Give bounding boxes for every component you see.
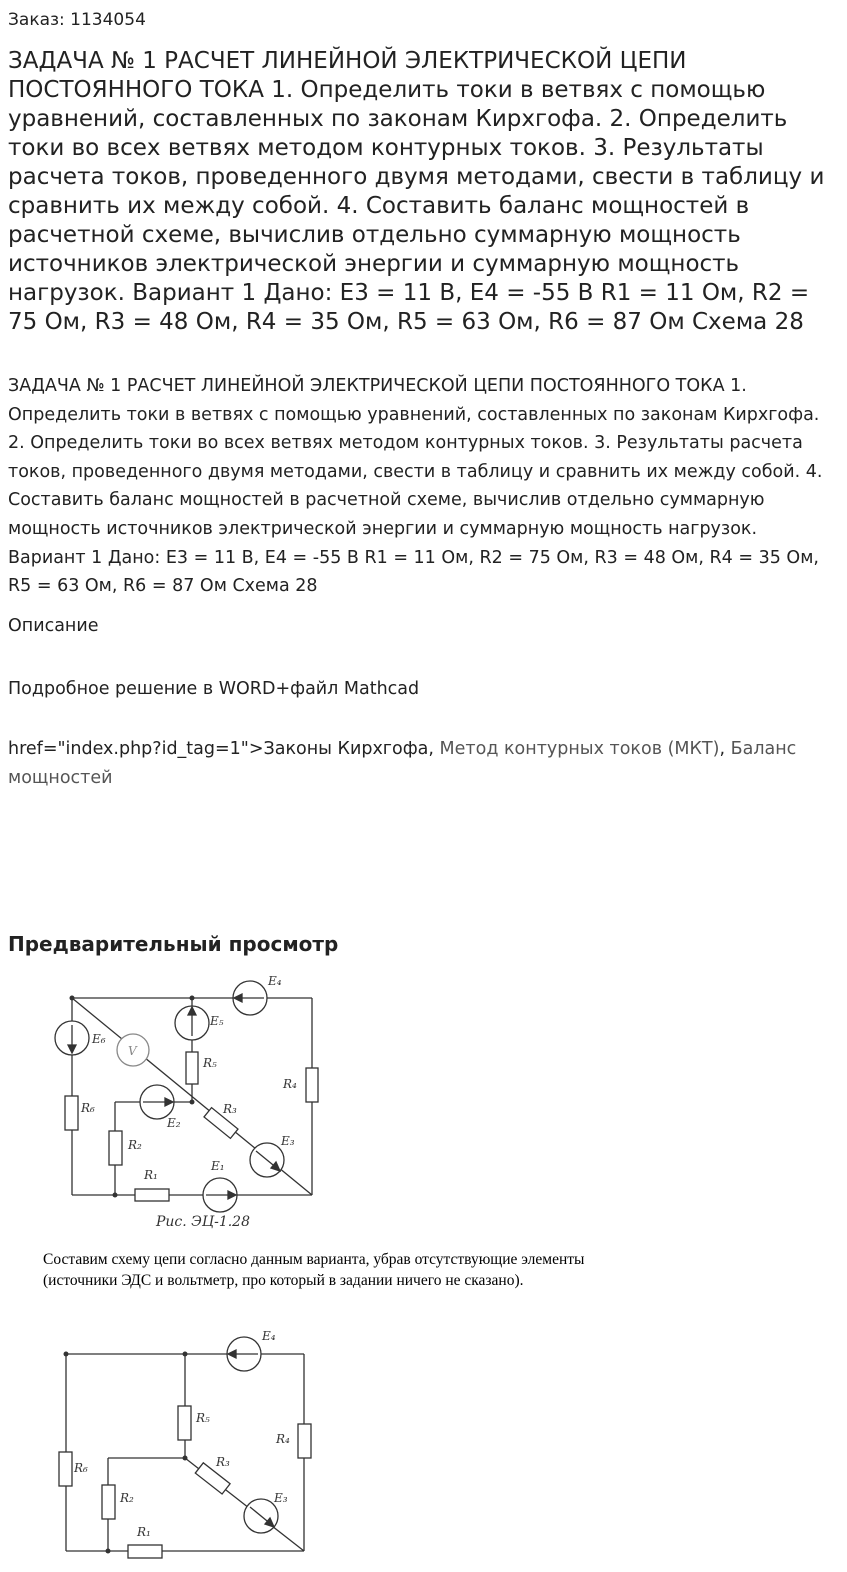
description-heading: Описание <box>8 616 99 636</box>
r6-label: R₆ <box>81 1101 95 1115</box>
circuit-diagram-original <box>40 965 340 1215</box>
figure-caption: Рис. ЭЦ-1.28 <box>156 1214 251 1230</box>
solution-note: Составим схему цепи согласно данным варианта, убрав отсутствующие элементы (источники ЭДС и вольтметр, про который в задании ничего не сказано). <box>43 1251 585 1289</box>
voltmeter-label: V <box>128 1044 137 1058</box>
e5-label: E₅ <box>210 1014 224 1028</box>
e3-label: E₃ <box>274 1491 288 1505</box>
r2-resistor <box>109 1131 122 1165</box>
r5-resistor <box>186 1052 198 1084</box>
tag-kirchhoff-link[interactable]: href="index.php?id_tag=1">Законы Кирхгофа <box>8 739 429 759</box>
r6-resistor <box>65 1096 78 1130</box>
circuit-diagram-simplified <box>40 1318 340 1572</box>
solution-format-text: Подробное решение в WORD+файл Mathcad <box>8 679 420 699</box>
r6-label: R₆ <box>74 1461 88 1475</box>
r4-resistor <box>306 1068 318 1102</box>
r5-label: R₅ <box>203 1056 217 1070</box>
r1-resistor <box>135 1189 169 1201</box>
e6-label: E₆ <box>92 1032 106 1046</box>
r4-label: R₄ <box>276 1432 290 1446</box>
e1-label: E₁ <box>211 1159 225 1173</box>
r4-resistor <box>298 1424 311 1458</box>
tag-list <box>8 735 840 792</box>
r2-resistor <box>102 1485 115 1519</box>
tag-separator: , <box>428 739 440 759</box>
r3-label: R₃ <box>223 1102 237 1116</box>
r1-label: R₁ <box>144 1168 158 1182</box>
r2-label: R₂ <box>128 1138 142 1152</box>
e2-label: E₂ <box>167 1116 181 1130</box>
r1-resistor <box>128 1545 162 1558</box>
r5-label: R₅ <box>196 1411 210 1425</box>
r2-label: R₂ <box>120 1491 134 1505</box>
r1-label: R₁ <box>137 1525 151 1539</box>
r4-label: R₄ <box>283 1077 297 1091</box>
r5-resistor <box>178 1406 191 1440</box>
tag-separator: , <box>719 739 731 759</box>
task-description: ЗАДАЧА № 1 РАСЧЕТ ЛИНЕЙНОЙ ЭЛЕКТРИЧЕСКОЙ ЦЕПИ ПОСТОЯННОГО ТОКА 1. Определить токи в ветвях с помощью уравнений, составленных по законам Кирхгофа. 2. Определить токи во всех ветвях методом контурных токов. 3. Результаты расчета токов, проведенного двумя методами, свести в таблицу и сравнить их между собой. 4. Составить баланс мощностей в расчетной схеме, вычислив отдельно суммарную мощность источников электрической энергии и суммарную мощность нагрузок. Вариант 1 Дано: E3 = 11 В, E4 = -55 В R1 = 11 Ом, R2 = 75 Ом, R3 = 48 Ом, R4 = 35 Ом, R5 = 63 Ом, R6 = 87 Ом Схема 28 <box>8 376 823 597</box>
preview-heading: Предварительный просмотр <box>8 932 339 956</box>
order-number: Заказ: 1134054 <box>8 10 146 30</box>
e4-label: E₄ <box>262 1329 276 1343</box>
e4-label: E₄ <box>268 974 282 988</box>
page-title: ЗАДАЧА № 1 РАСЧЕТ ЛИНЕЙНОЙ ЭЛЕКТРИЧЕСКОЙ ЦЕПИ ПОСТОЯННОГО ТОКА 1. Определить токи в ветвях с помощью уравнений, составленных по законам Кирхгофа. 2. Определить токи во всех ветвях методом контурных токов. 3. Результаты расчета токов, проведенного двумя методами, свести в таблицу и сравнить их между собой. 4. Составить баланс мощностей в расчетной схеме, вычислив отдельно суммарную мощность источников электрической энергии и суммарную мощность нагрузок. Вариант 1 Дано: E3 = 11 В, E4 = -55 В R1 = 11 Ом, R2 = 75 Ом, R3 = 48 Ом, R4 = 35 Ом, R5 = 63 Ом, R6 = 87 Ом Схема 28 <box>8 48 825 335</box>
r3-label: R₃ <box>216 1455 230 1469</box>
e3-label: E₃ <box>281 1134 295 1148</box>
tag-power-balance-link[interactable]: Баланс мощностей <box>8 739 797 788</box>
r6-resistor <box>59 1452 72 1486</box>
tag-mesh-current-link[interactable]: Метод контурных токов (МКТ) <box>439 739 720 759</box>
